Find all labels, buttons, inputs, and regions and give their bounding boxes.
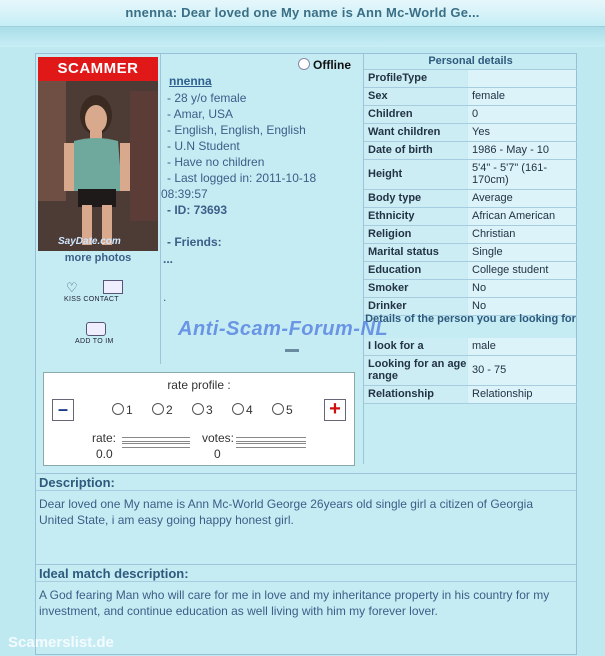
detail-key: Date of birth (368, 144, 433, 156)
photo-column (36, 54, 161, 364)
rate-value: 0.0 (96, 447, 113, 461)
radio-icon[interactable] (192, 403, 204, 415)
radio-icon[interactable] (272, 403, 284, 415)
detail-value: Single (472, 246, 503, 258)
kiss-contact-label[interactable]: KISS CONTACT (64, 296, 119, 303)
detail-value: College student (472, 264, 549, 276)
contact-icon[interactable] (103, 280, 123, 294)
ideal-match-heading: Ideal match description: (36, 564, 576, 582)
detail-row (364, 244, 577, 262)
profile-id: - ID: 73693 (167, 203, 228, 217)
status-indicator (298, 58, 351, 72)
status-text: Offline (313, 58, 351, 72)
votes-value: 0 (214, 447, 221, 461)
detail-key: Marital status (368, 246, 439, 258)
rating-option[interactable] (192, 403, 213, 417)
detail-row (364, 88, 577, 106)
rating-option[interactable] (232, 403, 253, 417)
looking-for-row (364, 386, 577, 404)
window-title: nnenna: Dear loved one My name is Ann Mc-World Ge... (0, 0, 605, 27)
rating-option-label: 3 (206, 403, 213, 417)
detail-value: female (472, 90, 506, 102)
detail-value: Christian (472, 228, 516, 240)
detail-key: Looking for an age range (368, 358, 467, 382)
detail-key: Height (368, 168, 403, 180)
detail-value: 1986 - May - 10 (472, 144, 550, 156)
profile-photo[interactable] (38, 81, 158, 251)
profile-name-link[interactable]: nnenna (169, 74, 212, 88)
detail-row (364, 262, 577, 280)
last-logged: - Last logged in: 2011-10-18 (167, 171, 317, 185)
detail-row (364, 160, 577, 190)
rate-label: rate: (92, 431, 117, 445)
detail-value: No (472, 300, 487, 312)
detail-key: ProfileType (368, 72, 428, 84)
detail-value: 30 - 75 (472, 364, 507, 376)
votes-bar-lower (236, 443, 306, 448)
rating-option[interactable] (272, 403, 293, 417)
rating-option-label: 2 (166, 403, 173, 417)
location: - Amar, USA (167, 107, 234, 121)
separator-dot: . (163, 290, 167, 304)
rate-bar-lower (122, 443, 190, 448)
detail-row (364, 106, 577, 124)
votes-label: votes: (202, 431, 235, 445)
scammer-banner: SCAMMER (38, 57, 158, 81)
detail-row (364, 70, 577, 88)
looking-for-row (364, 356, 577, 386)
detail-value: Average (472, 192, 513, 204)
more-photos-link[interactable]: more photos (64, 252, 132, 264)
detail-value: 5'4" - 5'7" (161-170cm) (472, 162, 547, 186)
detail-value: male (472, 340, 496, 352)
rate-profile-title: rate profile : (167, 378, 231, 392)
rating-option-label: 4 (246, 403, 253, 417)
rating-option-label: 1 (126, 403, 133, 417)
add-to-im-icon[interactable] (86, 322, 106, 336)
personal-details-heading: Personal details (364, 54, 577, 70)
kiss-icon[interactable]: ♡ (66, 280, 78, 295)
rating-option-label: 5 (286, 403, 293, 417)
rating-box (43, 372, 355, 466)
profile-frame (35, 53, 577, 655)
radio-icon[interactable] (232, 403, 244, 415)
detail-value: African American (472, 210, 556, 222)
description-text: Dear loved one My name is Ann Mc-World George 26years old single girl a citizen of Georgia United State, i am easy going happy honest girl. (39, 497, 534, 527)
detail-row (364, 124, 577, 142)
status-dot-icon (298, 58, 310, 70)
ideal-match-text: A God fearing Man who will care for me in love and my inheritance property in his country for my investment, and continue education as well living with him my forever lover. (39, 588, 550, 618)
detail-key: Religion (368, 228, 412, 240)
footer-watermark: Scamerslist.de (8, 634, 114, 651)
dash-mark (285, 349, 299, 352)
rate-down-button[interactable]: – (52, 399, 74, 421)
overlay-watermark: Anti-Scam-Forum-NL (178, 318, 389, 340)
detail-row (364, 280, 577, 298)
looking-for-row (364, 338, 577, 356)
age-sex: - 28 y/o female (167, 91, 247, 105)
languages: - English, English, English (167, 123, 306, 137)
rating-option[interactable] (152, 403, 173, 417)
personal-details-panel (363, 54, 577, 464)
detail-key: Drinker (368, 300, 407, 312)
rate-up-button[interactable]: + (324, 399, 346, 421)
photo-watermark: SayDate.com (58, 236, 121, 247)
detail-row (364, 208, 577, 226)
votes-bar (236, 437, 306, 442)
detail-value: No (472, 282, 487, 294)
detail-key: I look for a (368, 340, 424, 352)
radio-icon[interactable] (112, 403, 124, 415)
last-logged-time: 08:39:57 (161, 187, 208, 201)
friends-label: - Friends: (167, 235, 222, 249)
header-band (0, 27, 605, 47)
radio-icon[interactable] (152, 403, 164, 415)
detail-value: Relationship (472, 388, 533, 400)
detail-key: Children (368, 108, 413, 120)
rating-option[interactable] (112, 403, 133, 417)
detail-row (364, 190, 577, 208)
detail-key: Education (368, 264, 422, 276)
rate-bar (122, 437, 190, 442)
detail-row (364, 226, 577, 244)
detail-key: Body type (368, 192, 422, 204)
friends-more[interactable]: ... (163, 252, 174, 266)
detail-value-bg (468, 70, 576, 87)
detail-value: Yes (472, 126, 490, 138)
occupation: - U.N Student (167, 139, 240, 153)
profile-photo-figure (38, 81, 158, 251)
looking-for-heading: Details of the person you are looking for (365, 313, 576, 325)
detail-key: Ethnicity (368, 210, 415, 222)
detail-key: Want children (368, 126, 441, 138)
detail-key: Relationship (368, 388, 435, 400)
detail-value: 0 (472, 108, 479, 120)
detail-row (364, 142, 577, 160)
add-to-im-label[interactable]: ADD TO IM (75, 338, 114, 345)
description-heading: Description: (36, 473, 576, 491)
children-info: - Have no children (167, 155, 265, 169)
detail-key: Sex (368, 90, 388, 102)
detail-key: Smoker (368, 282, 409, 294)
